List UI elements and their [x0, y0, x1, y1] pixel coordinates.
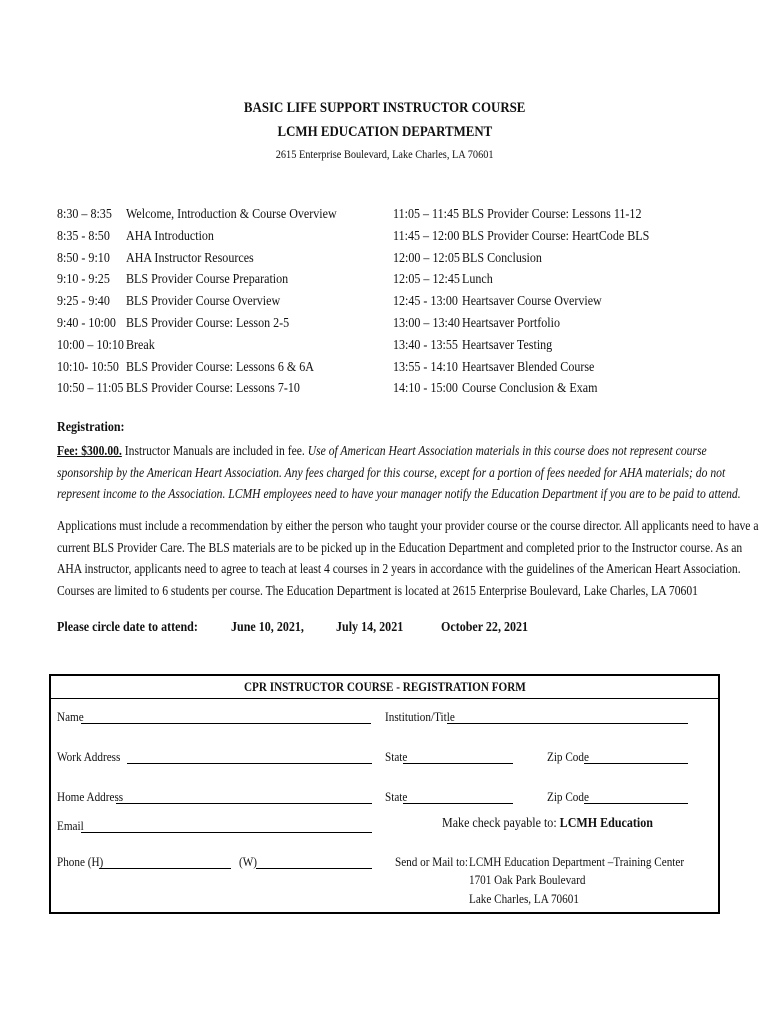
schedule-activity: Welcome, Introduction & Course Overview [126, 207, 337, 222]
home-address-field[interactable] [116, 803, 372, 804]
home-state-label: State [385, 789, 408, 804]
schedule-time: 10:50 – 11:05 [57, 381, 124, 397]
email-field[interactable] [81, 832, 372, 833]
mail-address-line1: LCMH Education Department –Training Center [469, 854, 685, 869]
fee-amount: Fee: $300.00. [57, 444, 122, 459]
send-to-label: Send or Mail to: [395, 854, 468, 869]
schedule-time: 8:35 - 8:50 [57, 228, 110, 244]
work-address-label: Work Address [57, 749, 121, 764]
phone-home-label: Phone (H) [57, 854, 104, 869]
schedule-time: 9:25 - 9:40 [57, 294, 110, 310]
schedule-time: 9:10 - 9:25 [57, 272, 110, 288]
phone-work-label: (W) [239, 854, 258, 869]
date-option-october[interactable]: October 22, 2021 [441, 620, 529, 635]
work-zip-field[interactable] [584, 763, 688, 764]
schedule-activity: BLS Provider Course Preparation [126, 272, 289, 288]
work-zip-label: Zip Code [547, 749, 589, 764]
work-state-field[interactable] [403, 763, 513, 764]
schedule-activity: Break [126, 337, 155, 353]
schedule-activity: BLS Conclusion [462, 250, 542, 266]
home-zip-label: Zip Code [547, 789, 589, 804]
schedule-activity: BLS Provider Course: Lesson 2-5 [126, 315, 290, 331]
schedule-activity: Heartsaver Blended Course [462, 359, 595, 375]
schedule-time: 13:40 - 13:55 [393, 337, 458, 353]
schedule-activity: Heartsaver Testing [462, 337, 553, 353]
name-field[interactable] [81, 723, 371, 724]
phone-home-field[interactable] [99, 868, 231, 869]
name-label: Name [57, 709, 84, 724]
form-title: CPR INSTRUCTOR COURSE - REGISTRATION FORM [51, 676, 718, 699]
schedule-time: 12:00 – 12:05 [393, 250, 460, 266]
schedule-activity: AHA Instructor Resources [126, 250, 254, 266]
schedule-time: 10:00 – 10:10 [57, 337, 124, 353]
fee-paragraph: Fee: $300.00. Instructor Manuals are included in fee. Use of American Heart Association materials in this course does not represent course sponsorship by the American Heart Association. Any fees charged for this course, except for a portion of fees needed for AHA materials; do not represent income to the Association. LCMH employees need to have your manager notify the Education Department if you are to be paid to attend. [57, 444, 741, 502]
work-state-label: State [385, 749, 408, 764]
schedule-time: 12:45 - 13:00 [393, 294, 458, 310]
schedule-activity: Heartsaver Portfolio [462, 315, 560, 331]
schedule-activity: Course Conclusion & Exam [462, 381, 598, 397]
document-title: BASIC LIFE SUPPORT INSTRUCTOR COURSE [244, 100, 526, 116]
email-label: Email [57, 818, 84, 833]
payable-note: Make check payable to: LCMH Education [442, 816, 653, 831]
schedule-time: 10:10- 10:50 [57, 359, 119, 375]
home-address-label: Home Address [57, 789, 124, 804]
department-title: LCMH EDUCATION DEPARTMENT [277, 124, 493, 140]
schedule-activity: BLS Provider Course: Lessons 7-10 [126, 381, 300, 397]
schedule-time: 14:10 - 15:00 [393, 381, 458, 397]
schedule-time: 11:05 – 11:45 [393, 207, 460, 222]
schedule-time: 12:05 – 12:45 [393, 272, 460, 288]
mail-address-line2: 1701 Oak Park Boulevard [469, 872, 586, 887]
schedule-activity: BLS Provider Course: Lessons 11-12 [462, 207, 642, 222]
schedule-activity: BLS Provider Course: HeartCode BLS [462, 228, 650, 244]
date-option-june[interactable]: June 10, 2021, [231, 620, 304, 635]
schedule-activity: BLS Provider Course Overview [126, 294, 281, 310]
home-state-field[interactable] [403, 803, 513, 804]
applications-paragraph: Applications must include a recommendation by either the person who taught your provider course or the course director. All applicants need to have a current BLS Provider Care. The BLS materials are to be picked up in the Education Department and completed prior to the Instructor course. As an AHA instructor, applicants need to agree to teach at least 4 courses in 2 years in accordance with the guidelines of the American Heart Association. Courses are limited to 6 students per course. The Education Department is located at 2615 Enterprise Boulevard, Lake Charles, LA 70601 [57, 519, 759, 599]
date-option-july[interactable]: July 14, 2021 [336, 620, 404, 635]
phone-work-field[interactable] [256, 868, 372, 869]
schedule-activity: Lunch [462, 272, 493, 288]
schedule-time: 8:50 - 9:10 [57, 250, 110, 266]
institution-label: Institution/Title [385, 709, 455, 724]
home-zip-field[interactable] [584, 803, 688, 804]
department-address: 2615 Enterprise Boulevard, Lake Charles, LA 70601 [276, 147, 494, 161]
schedule-time: 8:30 – 8:35 [57, 207, 112, 222]
registration-heading: Registration: [57, 420, 125, 435]
schedule-time: 11:45 – 12:00 [393, 228, 460, 244]
schedule-activity: Heartsaver Course Overview [462, 294, 602, 310]
schedule-activity: AHA Introduction [126, 228, 214, 244]
registration-form [49, 674, 720, 914]
institution-field[interactable] [447, 723, 688, 724]
schedule-activity: BLS Provider Course: Lessons 6 & 6A [126, 359, 314, 375]
schedule-time: 13:55 - 14:10 [393, 359, 458, 375]
mail-address-line3: Lake Charles, LA 70601 [469, 891, 579, 906]
work-address-field[interactable] [127, 763, 372, 764]
schedule-time: 13:00 – 13:40 [393, 315, 460, 331]
schedule-time: 9:40 - 10:00 [57, 315, 116, 331]
date-label: Please circle date to attend: [57, 620, 198, 635]
